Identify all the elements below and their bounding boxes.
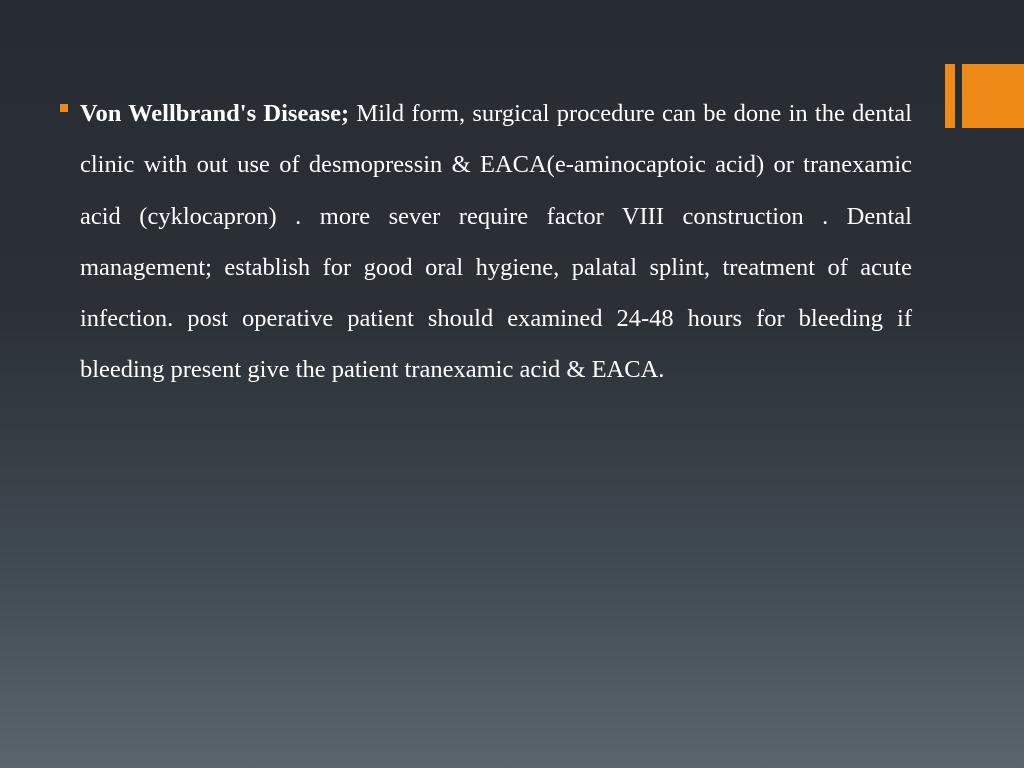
bullet-item [60, 88, 912, 396]
bullet-body: Mild form, surgical procedure can be done in the dental clinic with out use of desmopressin & EACA(e-aminocaptoic acid) or tranexamic acid (cyklocapron) . more sever require factor VIII construction . Dental management; establish for good oral hygiene, palatal splint, treatment of acute infection. post operative patient should examined 24-48 hours for bleeding if bleeding present give the patient tranexamic acid & EACA. [80, 100, 912, 384]
accent-bar-thick [962, 64, 1024, 128]
bullet-paragraph [80, 88, 912, 396]
square-bullet-icon [60, 104, 80, 112]
slide-content [60, 88, 912, 396]
bullet-heading: Von Wellbrand's Disease; [80, 100, 350, 127]
accent-bar-thin [945, 64, 955, 128]
